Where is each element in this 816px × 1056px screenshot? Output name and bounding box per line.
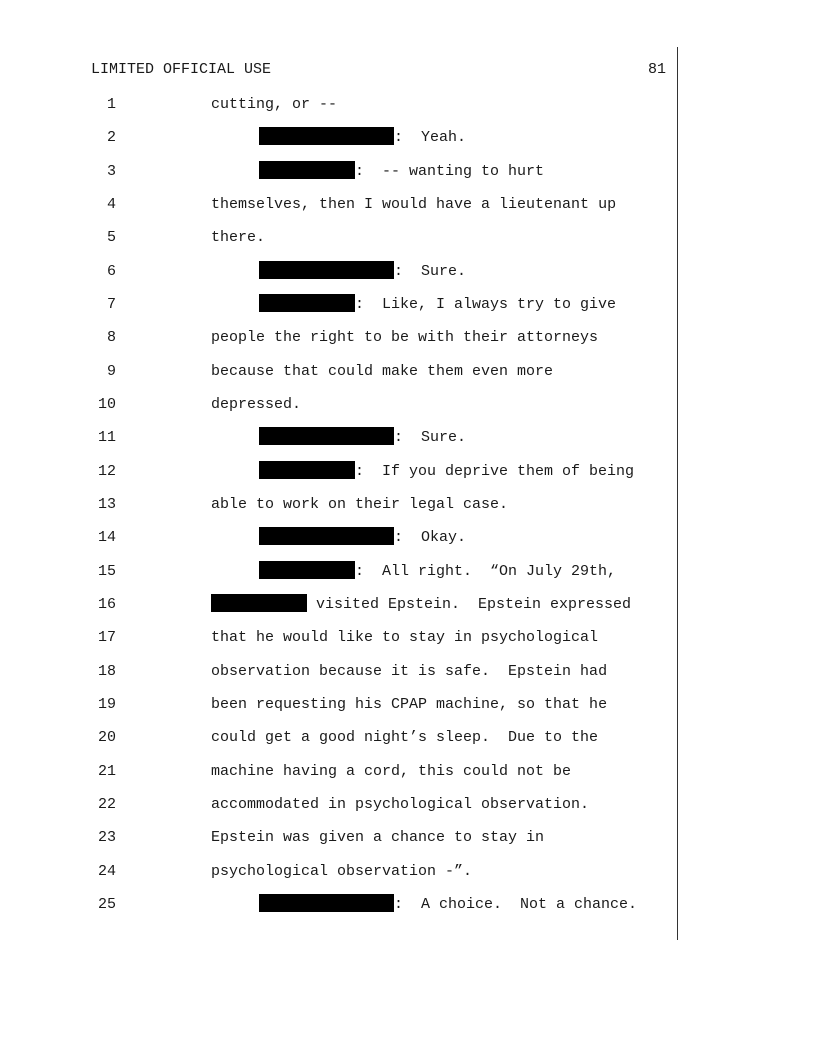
line-number: 16 [97, 596, 116, 613]
transcript-line [0, 426, 816, 448]
line-text: machine having a cord, this could not be [211, 763, 572, 780]
line-number: 1 [106, 96, 116, 113]
page-number: 81 [647, 61, 666, 78]
line-text: been requesting his CPAP machine, so that he [211, 696, 608, 713]
transcript-line [0, 460, 816, 482]
transcript-line [0, 626, 816, 648]
line-text: themselves, then I would have a lieutenant up [211, 196, 617, 213]
transcript-line [0, 126, 816, 148]
transcript-line [0, 226, 816, 248]
line-text: people the right to be with their attorneys [211, 329, 599, 346]
redaction-box [211, 594, 307, 612]
line-text: : A choice. Not a chance. [394, 896, 638, 913]
line-text: cutting, or -- [211, 96, 338, 113]
line-text: : Sure. [394, 263, 467, 280]
line-number: 7 [106, 296, 116, 313]
transcript-line [0, 193, 816, 215]
redaction-box [259, 427, 394, 445]
line-number: 6 [106, 263, 116, 280]
transcript-line [0, 360, 816, 382]
redaction-box [259, 561, 355, 579]
transcript-line [0, 393, 816, 415]
redaction-box [259, 461, 355, 479]
line-text: visited Epstein. Epstein expressed [316, 596, 632, 613]
line-number: 9 [106, 363, 116, 380]
transcript-line [0, 893, 816, 915]
line-number: 2 [106, 129, 116, 146]
line-text: : Sure. [394, 429, 467, 446]
line-text: there. [211, 229, 266, 246]
transcript-line [0, 260, 816, 282]
line-number: 23 [97, 829, 116, 846]
line-text: : -- wanting to hurt [355, 163, 545, 180]
transcript-line [0, 560, 816, 582]
line-number: 12 [97, 463, 116, 480]
transcript-line [0, 493, 816, 515]
line-number: 24 [97, 863, 116, 880]
line-text: accommodated in psychological observation. [211, 796, 590, 813]
line-text: able to work on their legal case. [211, 496, 509, 513]
transcript-line [0, 860, 816, 882]
line-number: 21 [97, 763, 116, 780]
line-number: 13 [97, 496, 116, 513]
line-number: 19 [97, 696, 116, 713]
transcript-line [0, 593, 816, 615]
line-number: 8 [106, 329, 116, 346]
line-number: 22 [97, 796, 116, 813]
line-number: 14 [97, 529, 116, 546]
redaction-box [259, 527, 394, 545]
line-number: 4 [106, 196, 116, 213]
redaction-box [259, 894, 394, 912]
line-text: observation because it is safe. Epstein had [211, 663, 608, 680]
line-text: : All right. “On July 29th, [355, 563, 617, 580]
line-text: : Yeah. [394, 129, 467, 146]
line-text: that he would like to stay in psychological [211, 629, 599, 646]
line-number: 5 [106, 229, 116, 246]
transcript-line [0, 693, 816, 715]
line-text: because that could make them even more [211, 363, 554, 380]
line-number: 11 [97, 429, 116, 446]
line-number: 17 [97, 629, 116, 646]
line-text: Epstein was given a chance to stay in [211, 829, 545, 846]
classification-marking: LIMITED OFFICIAL USE [91, 61, 272, 78]
line-number: 10 [97, 396, 116, 413]
transcript-line [0, 760, 816, 782]
line-text: : Like, I always try to give [355, 296, 617, 313]
transcript-line [0, 326, 816, 348]
transcript-line [0, 726, 816, 748]
line-number: 15 [97, 563, 116, 580]
transcript-line [0, 826, 816, 848]
line-number: 18 [97, 663, 116, 680]
redaction-box [259, 261, 394, 279]
transcript-line [0, 660, 816, 682]
transcript-line [0, 93, 816, 115]
line-text: psychological observation -”. [211, 863, 473, 880]
redaction-box [259, 161, 355, 179]
line-number: 20 [97, 729, 116, 746]
line-number: 3 [106, 163, 116, 180]
line-text: could get a good night’s sleep. Due to the [211, 729, 599, 746]
line-text: depressed. [211, 396, 302, 413]
transcript-line [0, 160, 816, 182]
redaction-box [259, 294, 355, 312]
line-number: 25 [97, 896, 116, 913]
redaction-box [259, 127, 394, 145]
transcript-line [0, 293, 816, 315]
transcript-line [0, 526, 816, 548]
line-text: : If you deprive them of being [355, 463, 635, 480]
line-text: : Okay. [394, 529, 467, 546]
transcript-line [0, 793, 816, 815]
